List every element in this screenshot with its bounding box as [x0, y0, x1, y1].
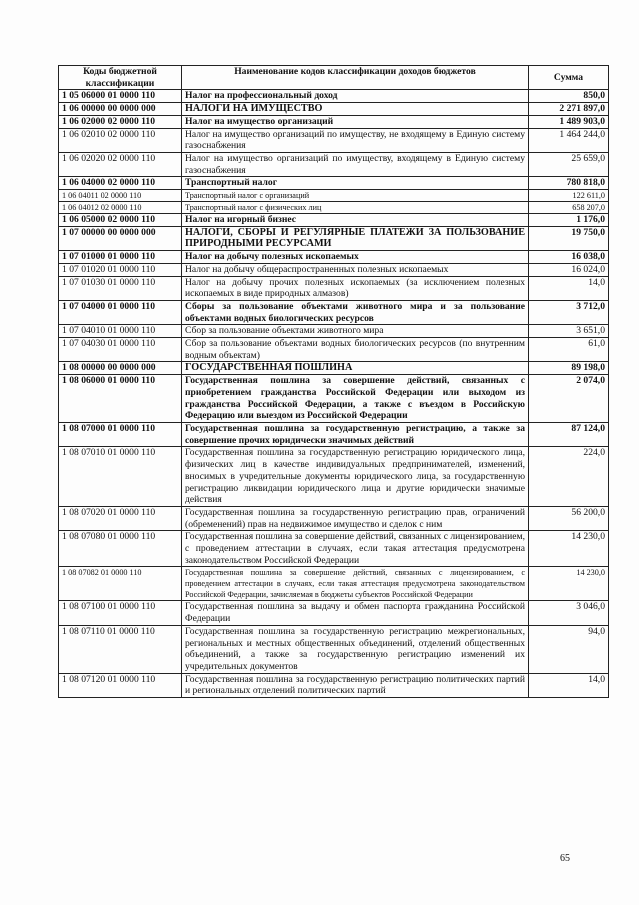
- row-code: 1 07 01030 01 0000 110: [59, 276, 182, 300]
- table-row: [59, 177, 609, 190]
- row-name: Государственная пошлина за государственную регистрацию прав, ограничений (обременений) прав на недвижимое имущество и сделок с ним: [182, 506, 529, 530]
- header-codes: Коды бюджетной классификации: [59, 66, 182, 90]
- row-sum: 56 200,0: [529, 506, 609, 530]
- row-name: Сборы за пользование объектами животного мира и за пользование объектами водных биологических ресурсов: [182, 300, 529, 324]
- table-header-row: [59, 66, 609, 90]
- row-name: Налог на добычу общераспространенных полезных ископаемых: [182, 263, 529, 276]
- row-code: 1 07 04000 01 0000 110: [59, 300, 182, 324]
- table-row: [59, 276, 609, 300]
- table-row: [59, 128, 609, 152]
- row-code: 1 08 07082 01 0000 110: [59, 567, 182, 601]
- table-row: [59, 625, 609, 673]
- row-code: 1 08 07000 01 0000 110: [59, 422, 182, 446]
- row-sum: 1 489 903,0: [529, 115, 609, 128]
- table-row: [59, 226, 609, 250]
- row-name: Налог на имущество организаций по имуществу, входящему в Единую систему газоснабжения: [182, 152, 529, 176]
- row-name: Транспортный налог с физических лиц: [182, 202, 529, 214]
- table-row: [59, 325, 609, 338]
- table-row: [59, 251, 609, 264]
- page-number: 65: [560, 853, 570, 864]
- row-name: Транспортный налог с организаций: [182, 190, 529, 202]
- row-sum: 122 611,0: [529, 190, 609, 202]
- row-name: Налог на добычу прочих полезных ископаемых (за исключением полезных ископаемых в виде природных алмазов): [182, 276, 529, 300]
- table-row: [59, 90, 609, 103]
- row-name: Государственная пошлина за совершение действий, связанных с лицензированием, с проведением аттестации в случаях, если такая аттестация предусмотрена законодательством Российской Федерации, зачисляемая в бюджеты субъектов Российской Федерации: [182, 567, 529, 601]
- row-code: 1 06 00000 00 0000 000: [59, 103, 182, 116]
- table-row: [59, 601, 609, 625]
- budget-revenue-table: [58, 65, 609, 698]
- row-name: Сбор за пользование объектами водных биологических ресурсов (по внутренним водным объектам): [182, 338, 529, 362]
- row-code: 1 06 02010 02 0000 110: [59, 128, 182, 152]
- table-row: [59, 115, 609, 128]
- row-code: 1 08 07120 01 0000 110: [59, 673, 182, 697]
- row-name: Государственная пошлина за государственную регистрацию юридического лица, физических лиц в качестве индивидуальных предпринимателей, изменений, вносимых в учредительные документы юридического лица, за государственную регистрацию ликвидации юридического лица и другие юридически значимые действия: [182, 447, 529, 507]
- table-row: [59, 673, 609, 697]
- row-sum: 14,0: [529, 276, 609, 300]
- row-sum: 850,0: [529, 90, 609, 103]
- header-sum: Сумма: [529, 66, 609, 90]
- row-sum: 658 207,0: [529, 202, 609, 214]
- row-sum: 1 464 244,0: [529, 128, 609, 152]
- row-sum: 16 024,0: [529, 263, 609, 276]
- table-row: [59, 300, 609, 324]
- row-sum: 87 124,0: [529, 422, 609, 446]
- row-code: 1 08 07110 01 0000 110: [59, 625, 182, 673]
- row-name: Государственная пошлина за государственную регистрацию, а также за совершение прочих юридически значимых действий: [182, 422, 529, 446]
- row-sum: 25 659,0: [529, 152, 609, 176]
- row-sum: 2 271 897,0: [529, 103, 609, 116]
- row-code: 1 08 00000 00 0000 000: [59, 362, 182, 375]
- row-code: 1 08 06000 01 0000 110: [59, 375, 182, 423]
- row-name: Государственная пошлина за совершение действий, связанных с приобретением гражданства Российской Федерации или выходом из гражданства Российской Федерации, а также с въездом в Российскую Федерацию или выездом из Российской Федерации: [182, 375, 529, 423]
- row-name: НАЛОГИ, СБОРЫ И РЕГУЛЯРНЫЕ ПЛАТЕЖИ ЗА ПОЛЬЗОВАНИЕ ПРИРОДНЫМИ РЕСУРСАМИ: [182, 226, 529, 250]
- row-code: 1 07 01020 01 0000 110: [59, 263, 182, 276]
- row-code: 1 06 02020 02 0000 110: [59, 152, 182, 176]
- row-name: Налог на игорный бизнес: [182, 214, 529, 227]
- row-code: 1 07 04030 01 0000 110: [59, 338, 182, 362]
- row-code: 1 06 04000 02 0000 110: [59, 177, 182, 190]
- row-code: 1 08 07100 01 0000 110: [59, 601, 182, 625]
- row-sum: 14 230,0: [529, 531, 609, 567]
- row-code: 1 07 01000 01 0000 110: [59, 251, 182, 264]
- row-sum: 224,0: [529, 447, 609, 507]
- row-name: Государственная пошлина за государственную регистрацию межрегиональных, региональных и местных общественных объединений, отделений общественных объединений, а также за государственную регистрацию изменений их учредительных документов: [182, 625, 529, 673]
- table-row: [59, 103, 609, 116]
- table-row: [59, 567, 609, 601]
- row-name: Сбор за пользование объектами животного мира: [182, 325, 529, 338]
- row-name: Государственная пошлина за государственную регистрацию политических партий и региональных отделений политических партий: [182, 673, 529, 697]
- table-row: [59, 447, 609, 507]
- row-sum: 19 750,0: [529, 226, 609, 250]
- table-body: [59, 90, 609, 698]
- row-name: Налог на имущество организаций по имуществу, не входящему в Единую систему газоснабжения: [182, 128, 529, 152]
- row-code: 1 06 05000 02 0000 110: [59, 214, 182, 227]
- row-name: Налог на имущество организаций: [182, 115, 529, 128]
- table-row: [59, 506, 609, 530]
- row-sum: 89 198,0: [529, 362, 609, 375]
- row-code: 1 06 04012 02 0000 110: [59, 202, 182, 214]
- row-sum: 3 712,0: [529, 300, 609, 324]
- row-code: 1 06 02000 02 0000 110: [59, 115, 182, 128]
- table-row: [59, 375, 609, 423]
- row-sum: 3 651,0: [529, 325, 609, 338]
- row-code: 1 08 07020 01 0000 110: [59, 506, 182, 530]
- row-name: Государственная пошлина за выдачу и обмен паспорта гражданина Российской Федерации: [182, 601, 529, 625]
- table-row: [59, 202, 609, 214]
- row-code: 1 08 07010 01 0000 110: [59, 447, 182, 507]
- table-row: [59, 531, 609, 567]
- row-sum: 94,0: [529, 625, 609, 673]
- header-name: Наименование кодов классификации доходов бюджетов: [182, 66, 529, 90]
- row-code: 1 05 06000 01 0000 110: [59, 90, 182, 103]
- row-sum: 14 230,0: [529, 567, 609, 601]
- row-sum: 16 038,0: [529, 251, 609, 264]
- row-code: 1 07 00000 00 0000 000: [59, 226, 182, 250]
- row-sum: 14,0: [529, 673, 609, 697]
- row-name: Налог на добычу полезных ископаемых: [182, 251, 529, 264]
- row-name: ГОСУДАРСТВЕННАЯ ПОШЛИНА: [182, 362, 529, 375]
- table-row: [59, 338, 609, 362]
- row-name: Государственная пошлина за совершение действий, связанных с лицензированием, с проведением аттестации в случаях, если такая аттестация предусмотрена законодательством Российской Федерации: [182, 531, 529, 567]
- table-row: [59, 362, 609, 375]
- table-row: [59, 190, 609, 202]
- row-name: Транспортный налог: [182, 177, 529, 190]
- row-sum: 780 818,0: [529, 177, 609, 190]
- row-sum: 61,0: [529, 338, 609, 362]
- row-name: Налог на профессиональный доход: [182, 90, 529, 103]
- row-code: 1 06 04011 02 0000 110: [59, 190, 182, 202]
- table-row: [59, 214, 609, 227]
- table-row: [59, 422, 609, 446]
- table-row: [59, 152, 609, 176]
- row-sum: 1 176,0: [529, 214, 609, 227]
- row-code: 1 07 04010 01 0000 110: [59, 325, 182, 338]
- row-code: 1 08 07080 01 0000 110: [59, 531, 182, 567]
- row-name: НАЛОГИ НА ИМУЩЕСТВО: [182, 103, 529, 116]
- table-row: [59, 263, 609, 276]
- row-sum: 2 074,0: [529, 375, 609, 423]
- row-sum: 3 046,0: [529, 601, 609, 625]
